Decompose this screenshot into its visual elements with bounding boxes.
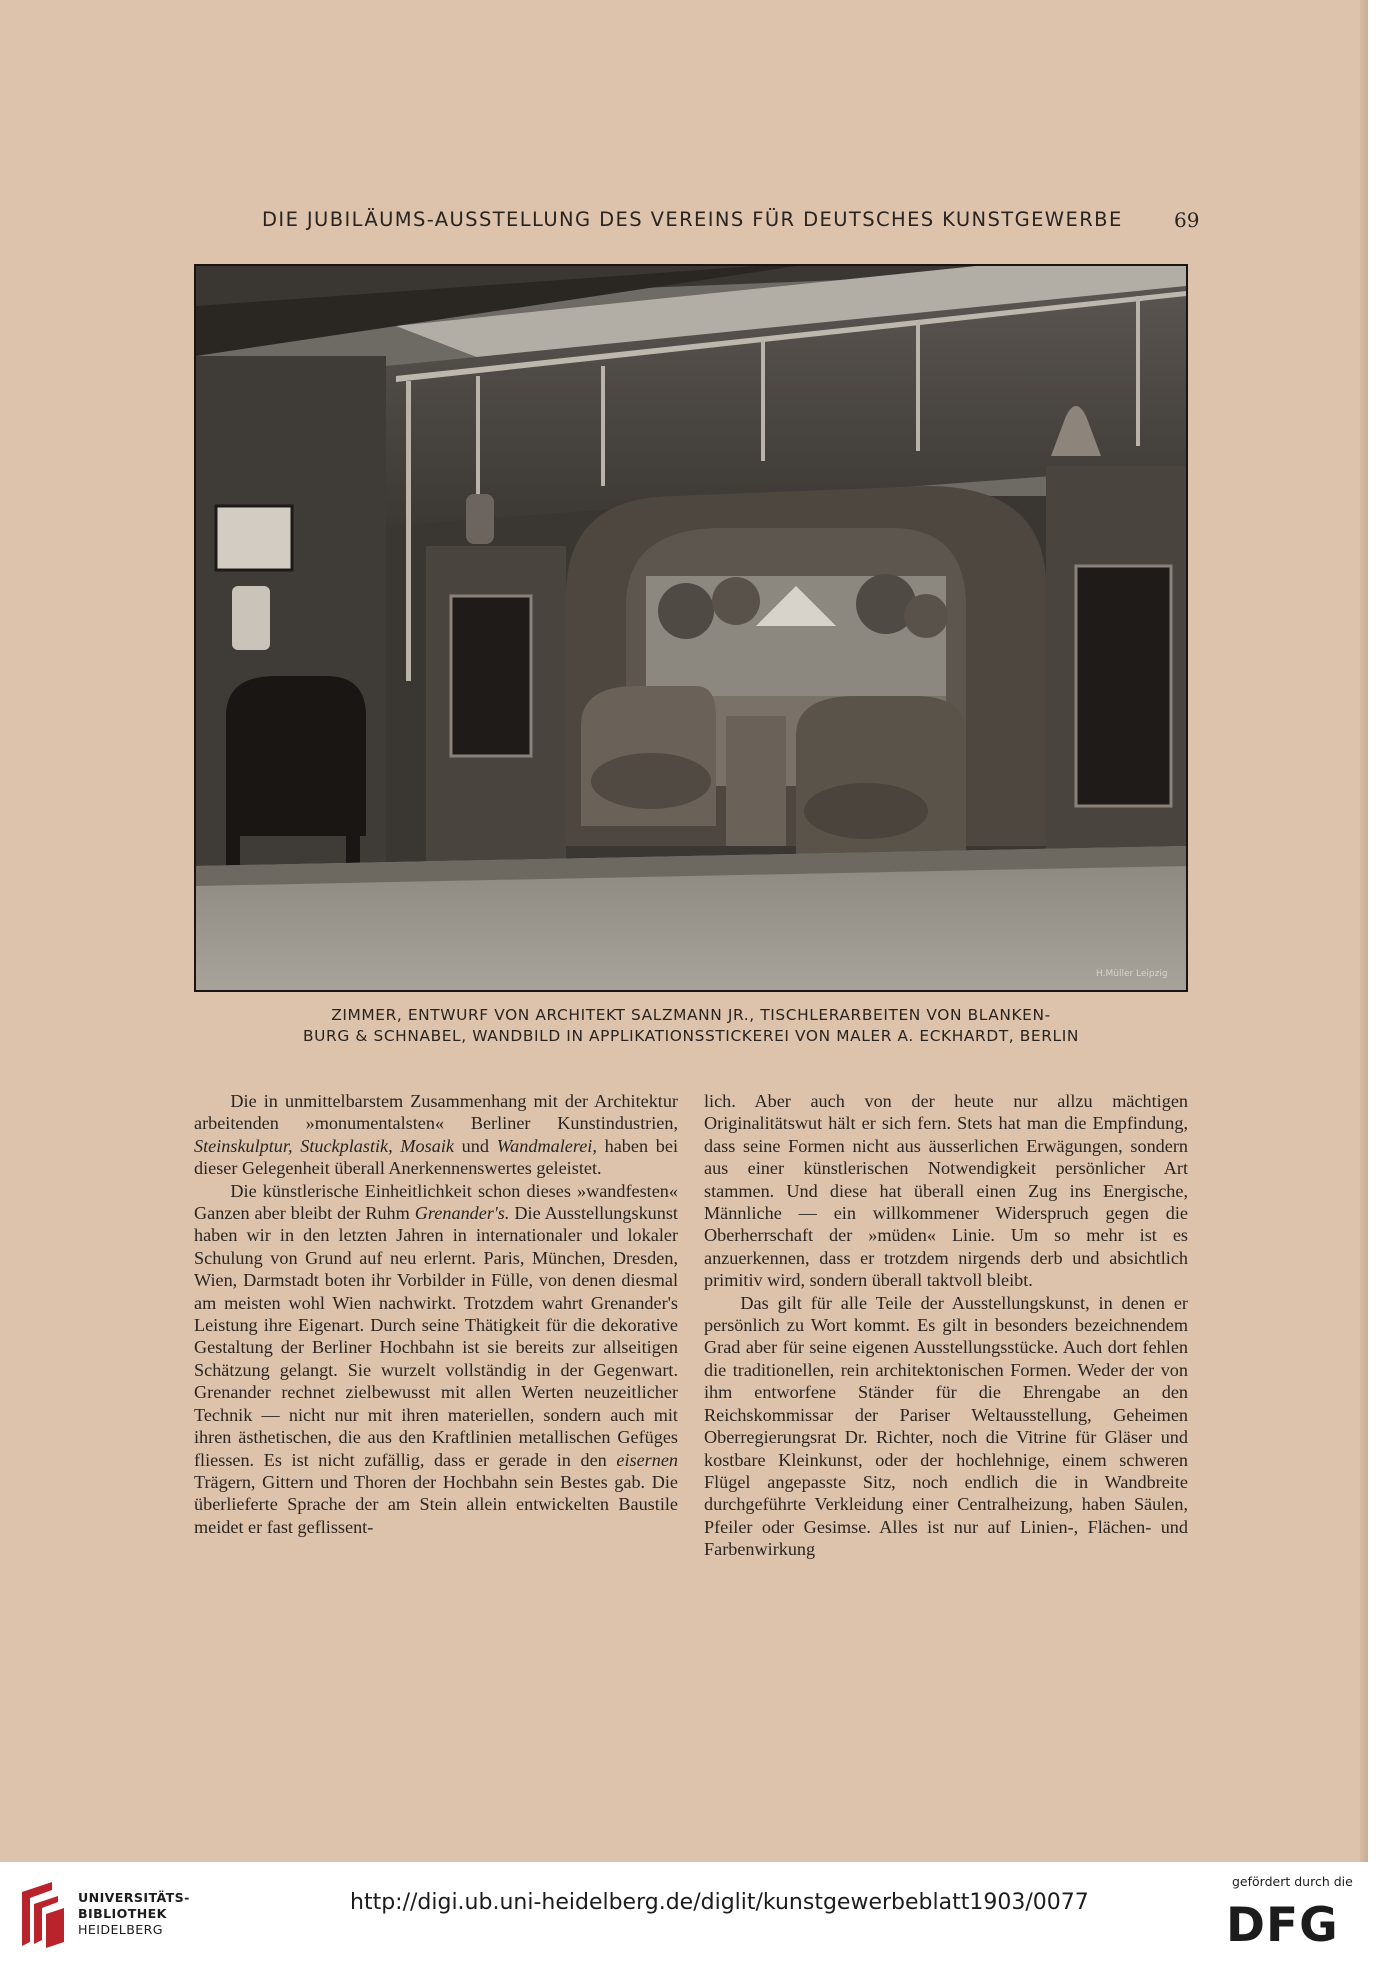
university-library-logo[interactable] bbox=[14, 1882, 70, 1952]
framed-picture bbox=[216, 506, 292, 570]
leather-wing-chair bbox=[226, 676, 366, 836]
wall-clock bbox=[232, 586, 270, 650]
library-name[interactable]: UNIVERSITÄTS- BIBLIOTHEK HEIDELBERG bbox=[78, 1890, 190, 1937]
paragraph: lich. Aber auch von der heute nur allzu mächtigen Originalitätswut hält er sich fern. Stets hat man die Empfindung, dass seine Formen nicht aus äusserlichen Erwägungen, sondern aus einer künstlerischen Notwendigkeit persönlicher Art stammen. Und diese hat überall einen Zug ins Energische, Männliche — ein willkommener Widerspruch gegen die Oberherrschaft der »müden« Linie. Um so mehr ist es anzuerkennen, dass er trotzdem nirgends derb und absichtlich primitiv wird, sondern überall taktvoll bleibt. bbox=[704, 1091, 1188, 1291]
paragraph: Das gilt für alle Teile der Ausstellungskunst, in denen er persönlich zu Wort kommt. Es gilt in besonders bezeichnendem Grad aber für seine eigenen Ausstellungsstücke. Auch dort fehlen die traditionellen, rein architektonischen Formen. Weder der von ihm entworfene Ständer für die Ehrengabe an den Reichskommissar der Pariser Weltausstellung, Geheimen Oberregierungsrat Dr. Richter, noch die Vitrine für Gläser und kostbare Kleinkunst, oder der hochlehnige, einem schweren Flügel angepasste Sitz, noch endlich die in Wandbreite durchgeführte Verkleidung einer Centralheizung, haben Säulen, Pfeiler oder Gesimse. Alles ist nur auf Linien-, Flächen- und Farbenwirkung bbox=[704, 1292, 1188, 1560]
room-illustration bbox=[196, 266, 1186, 990]
permalink-url[interactable]: http://digi.ub.uni-heidelberg.de/diglit/kunstgewerbeblatt1903/0077 bbox=[350, 1890, 1089, 1915]
paragraph: Die künstlerische Einheitlichkeit schon dieses »wandfesten« Ganzen aber bleibt der Ruhm Grenander's. Die Ausstellungskunst haben wir in den letzten Jahren in internationaler und lokaler Schulung von Grund auf neu erlernt. Paris, München, Dresden, Wien, Darmstadt boten ihr Vorbilder in Fülle, von denen diesmal am meisten wohl Wien nachwirkt. Trotzdem wahrt Grenander's Leistung ihre Eigenart. Durch seine Thätigkeit für die dekorative Gestaltung der Berliner Hochbahn ist sie bereits zur allseitigen Schätzung gelangt. Sie wurzelt vollständig in der Gegenwart. Grenander rechnet zielbewusst mit allen Werten neuzeitlicher Technik — nicht nur mit ihren materiellen, sondern auch mit ihren ästhetischen, die aus den Kraftlinien metallischen Gefüges fliessen. Es ist nicht zufällig, dass er gerade in den eisernen Trägern, Gittern und Thoren der Hochbahn sein Bestes gab. Die überlieferte Sprache der am Stein allein entwickelten Baustile meidet er fast geflissent- bbox=[194, 1180, 678, 1537]
running-head: DIE JUBILÄUMS-AUSSTELLUNG DES VEREINS FÜR DEUTSCHES KUNSTGEWERBE bbox=[262, 208, 1123, 231]
photo-caption bbox=[194, 1005, 1188, 1047]
page-number: 69 bbox=[1174, 208, 1200, 232]
right-bookcase-glass bbox=[1076, 566, 1171, 806]
vase-left bbox=[466, 494, 494, 544]
left-bookcase-glass bbox=[451, 596, 531, 756]
armchair-left-seat bbox=[591, 753, 711, 809]
page-edge-shadow bbox=[1360, 0, 1368, 1862]
photographer-mark: H.Müller Leipzig bbox=[1096, 969, 1168, 979]
dfg-logo[interactable]: DFG bbox=[1226, 1898, 1339, 1953]
armchair-right-seat bbox=[804, 783, 928, 839]
funded-by-label: gefördert durch die bbox=[1232, 1874, 1353, 1889]
text-column-left bbox=[194, 1090, 678, 1538]
interior-photograph bbox=[194, 264, 1188, 992]
paragraph: Die in unmittelbarstem Zusammenhang mit der Architektur arbeitenden »monumentalsten« Berliner Kunstindustrien, Steinskulptur, Stuckplastik, Mosaik und Wandmalerei, haben bei dieser Gelegenheit überall Anerkennenswertes geleistet. bbox=[194, 1091, 679, 1179]
text-column-right bbox=[704, 1090, 1188, 1561]
caption-line-2: BURG & SCHNABEL, WANDBILD IN APPLIKATIONSSTICKEREI VON MALER A. ECKHARDT, BERLIN bbox=[303, 1027, 1079, 1045]
side-table bbox=[726, 716, 786, 846]
caption-line-1: ZIMMER, ENTWURF VON ARCHITEKT SALZMANN JR., TISCHLERARBEITEN VON BLANKEN- bbox=[331, 1006, 1051, 1024]
